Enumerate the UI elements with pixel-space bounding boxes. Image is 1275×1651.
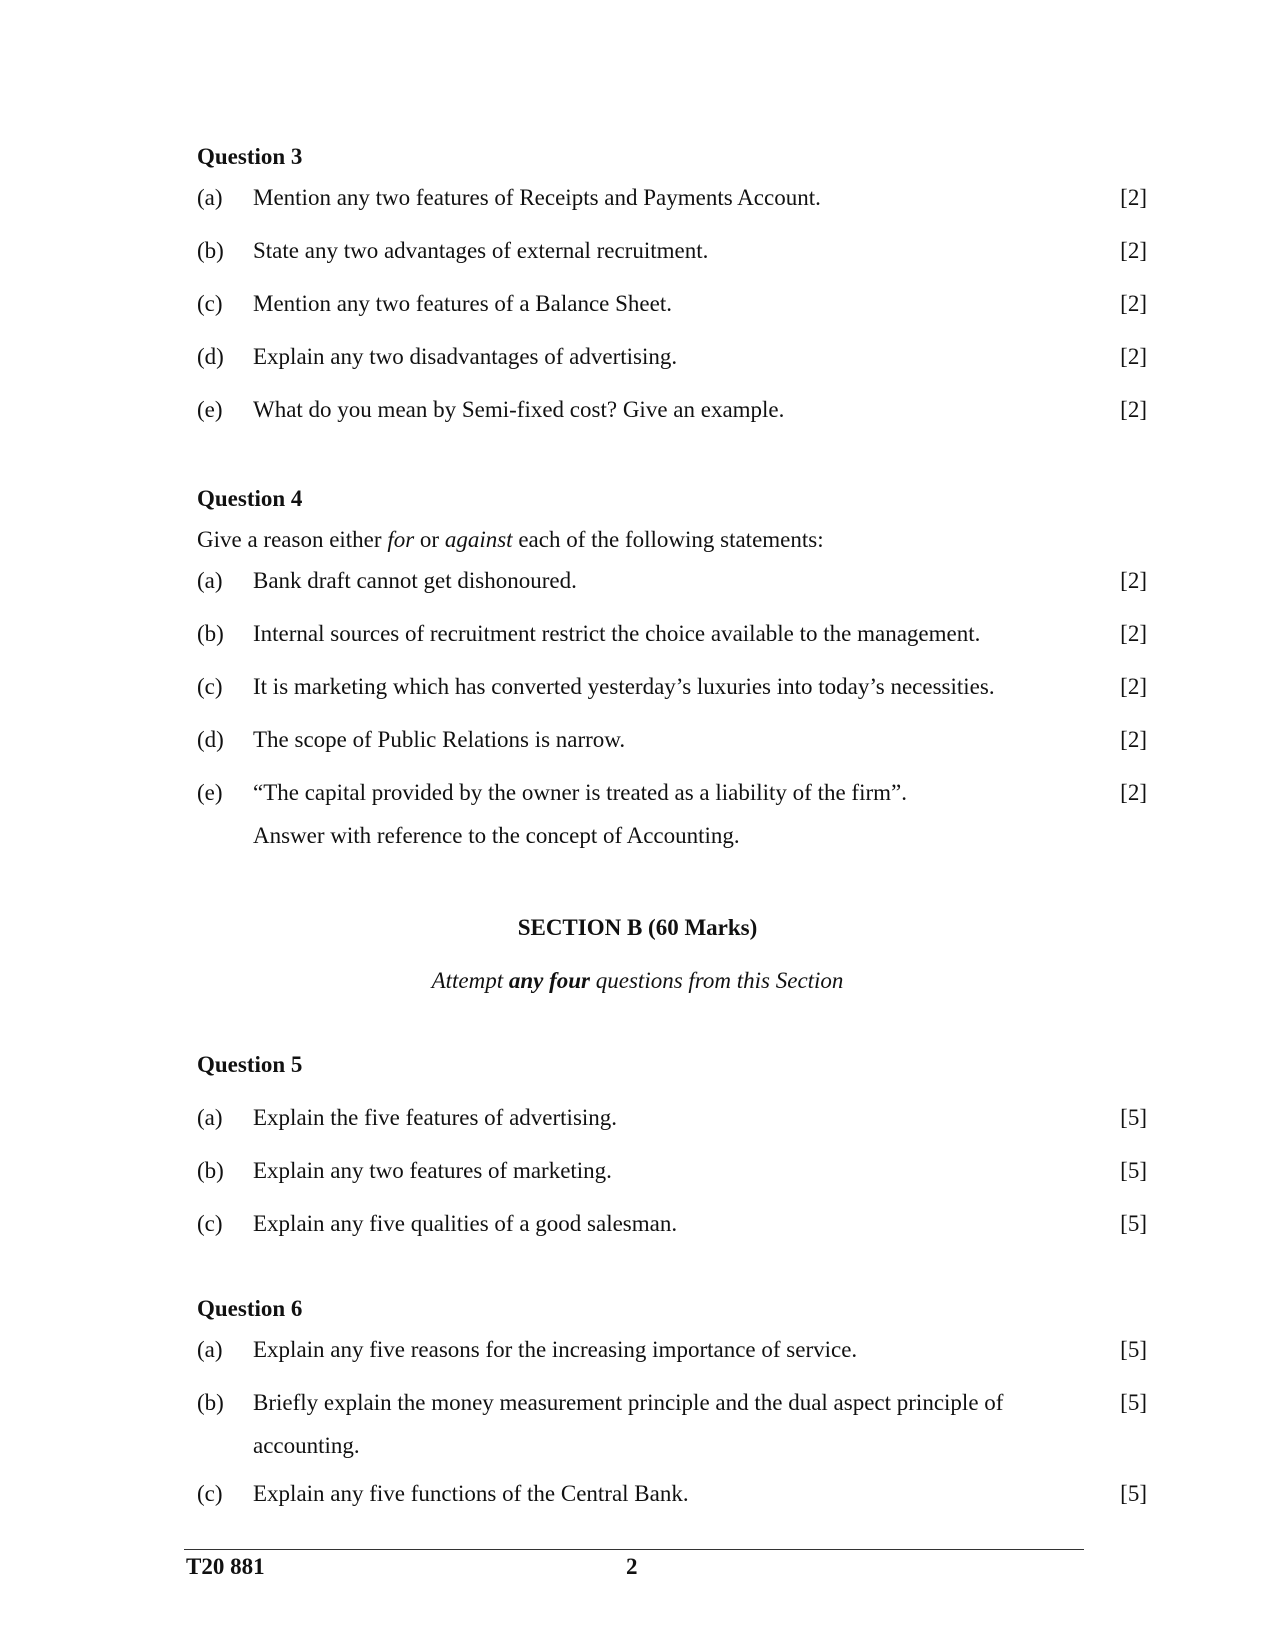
item-text: Explain any two disadvantages of advertising.: [253, 344, 678, 369]
section-title: SECTION B (60 Marks): [517, 915, 758, 940]
item-marks: [2]: [1120, 291, 1147, 316]
item-label: (b): [197, 1390, 224, 1415]
item-label: (b): [197, 1158, 224, 1183]
item-text: Explain any five reasons for the increasing importance of service.: [253, 1337, 858, 1362]
item-text: Explain the five features of advertising.: [253, 1105, 618, 1130]
question-item: [197, 290, 1147, 343]
item-label: (e): [197, 397, 223, 422]
item-text: “The capital provided by the owner is treated as a liability of the firm”.: [253, 780, 907, 805]
item-marks: [5]: [1120, 1158, 1147, 1183]
item-text: What do you mean by Semi-fixed cost? Give an example.: [253, 397, 785, 422]
question-item: [197, 620, 1147, 673]
item-label: (c): [197, 674, 223, 699]
question-item: [197, 1336, 1147, 1389]
footer-divider: [184, 1549, 1084, 1550]
page-number: 2: [626, 1554, 638, 1579]
item-text: Mention any two features of a Balance Sheet.: [253, 291, 672, 316]
intro-text: Give a reason either: [197, 527, 388, 552]
question-item: [197, 1480, 1147, 1533]
question-title: Question 6: [197, 1296, 303, 1321]
item-text: It is marketing which has converted yesterday’s luxuries into today’s necessities.: [253, 674, 995, 699]
item-marks: [2]: [1120, 185, 1147, 210]
item-label: (a): [197, 1337, 223, 1362]
question-item: [197, 779, 1147, 864]
item-marks: [2]: [1120, 674, 1147, 699]
item-label: (a): [197, 185, 223, 210]
question-item: [197, 726, 1147, 779]
item-marks: [5]: [1120, 1337, 1147, 1362]
item-text: Explain any two features of marketing.: [253, 1158, 612, 1183]
question-item: [197, 1104, 1147, 1157]
question-title: Question 3: [197, 144, 303, 169]
item-label: (e): [197, 780, 223, 805]
item-label: (a): [197, 1105, 223, 1130]
section-instruction: [0, 968, 1275, 994]
item-text: The scope of Public Relations is narrow.: [253, 727, 626, 752]
intro-text: each of the following statements:: [512, 527, 824, 552]
instruction-emphasis: any four: [508, 968, 591, 993]
question-item: [197, 1389, 1147, 1480]
intro-against: against: [444, 527, 513, 552]
item-marks: [2]: [1120, 780, 1147, 805]
item-label: (b): [197, 238, 224, 263]
item-text: Explain any five functions of the Central Bank.: [253, 1481, 689, 1506]
instruction-text: questions from this Section: [590, 968, 844, 993]
item-marks: [2]: [1120, 238, 1147, 263]
intro-for: for: [387, 527, 415, 552]
question-3: [197, 143, 1147, 449]
item-label: (d): [197, 344, 224, 369]
item-text: Explain any five qualities of a good salesman.: [253, 1211, 678, 1236]
question-item: [197, 673, 1147, 726]
item-text-continued: accounting.: [253, 1433, 360, 1458]
item-label: (c): [197, 1481, 223, 1506]
question-5: [197, 1051, 1147, 1263]
item-marks: [5]: [1120, 1390, 1147, 1415]
question-6: [197, 1295, 1147, 1533]
item-label: (c): [197, 1211, 223, 1236]
item-marks: [5]: [1120, 1211, 1147, 1236]
instruction-text: Attempt: [431, 968, 509, 993]
question-title: Question 5: [197, 1052, 303, 1077]
intro-text: or: [414, 527, 445, 552]
question-item: [197, 184, 1147, 237]
question-intro: [197, 526, 1147, 554]
item-marks: [2]: [1120, 727, 1147, 752]
paper-code: T20 881: [186, 1554, 265, 1579]
item-label: (d): [197, 727, 224, 752]
item-marks: [2]: [1120, 397, 1147, 422]
question-4: [197, 485, 1147, 864]
question-item: [197, 343, 1147, 396]
item-text: Briefly explain the money measurement principle and the dual aspect principle of: [253, 1390, 1004, 1415]
item-label: (a): [197, 568, 223, 593]
item-text: Bank draft cannot get dishonoured.: [253, 568, 577, 593]
item-marks: [2]: [1120, 621, 1147, 646]
question-item: [197, 396, 1147, 449]
question-title: Question 4: [197, 486, 303, 511]
item-text: State any two advantages of external recruitment.: [253, 238, 709, 263]
item-text: Internal sources of recruitment restrict the choice available to the management.: [253, 621, 981, 646]
question-item: [197, 1210, 1147, 1263]
item-text-continued: Answer with reference to the concept of Accounting.: [253, 823, 740, 848]
question-item: [197, 1157, 1147, 1210]
item-label: (b): [197, 621, 224, 646]
question-item: [197, 567, 1147, 620]
item-marks: [5]: [1120, 1105, 1147, 1130]
item-marks: [2]: [1120, 344, 1147, 369]
item-label: (c): [197, 291, 223, 316]
item-marks: [5]: [1120, 1481, 1147, 1506]
item-marks: [2]: [1120, 568, 1147, 593]
item-text: Mention any two features of Receipts and Payments Account.: [253, 185, 821, 210]
question-item: [197, 237, 1147, 290]
